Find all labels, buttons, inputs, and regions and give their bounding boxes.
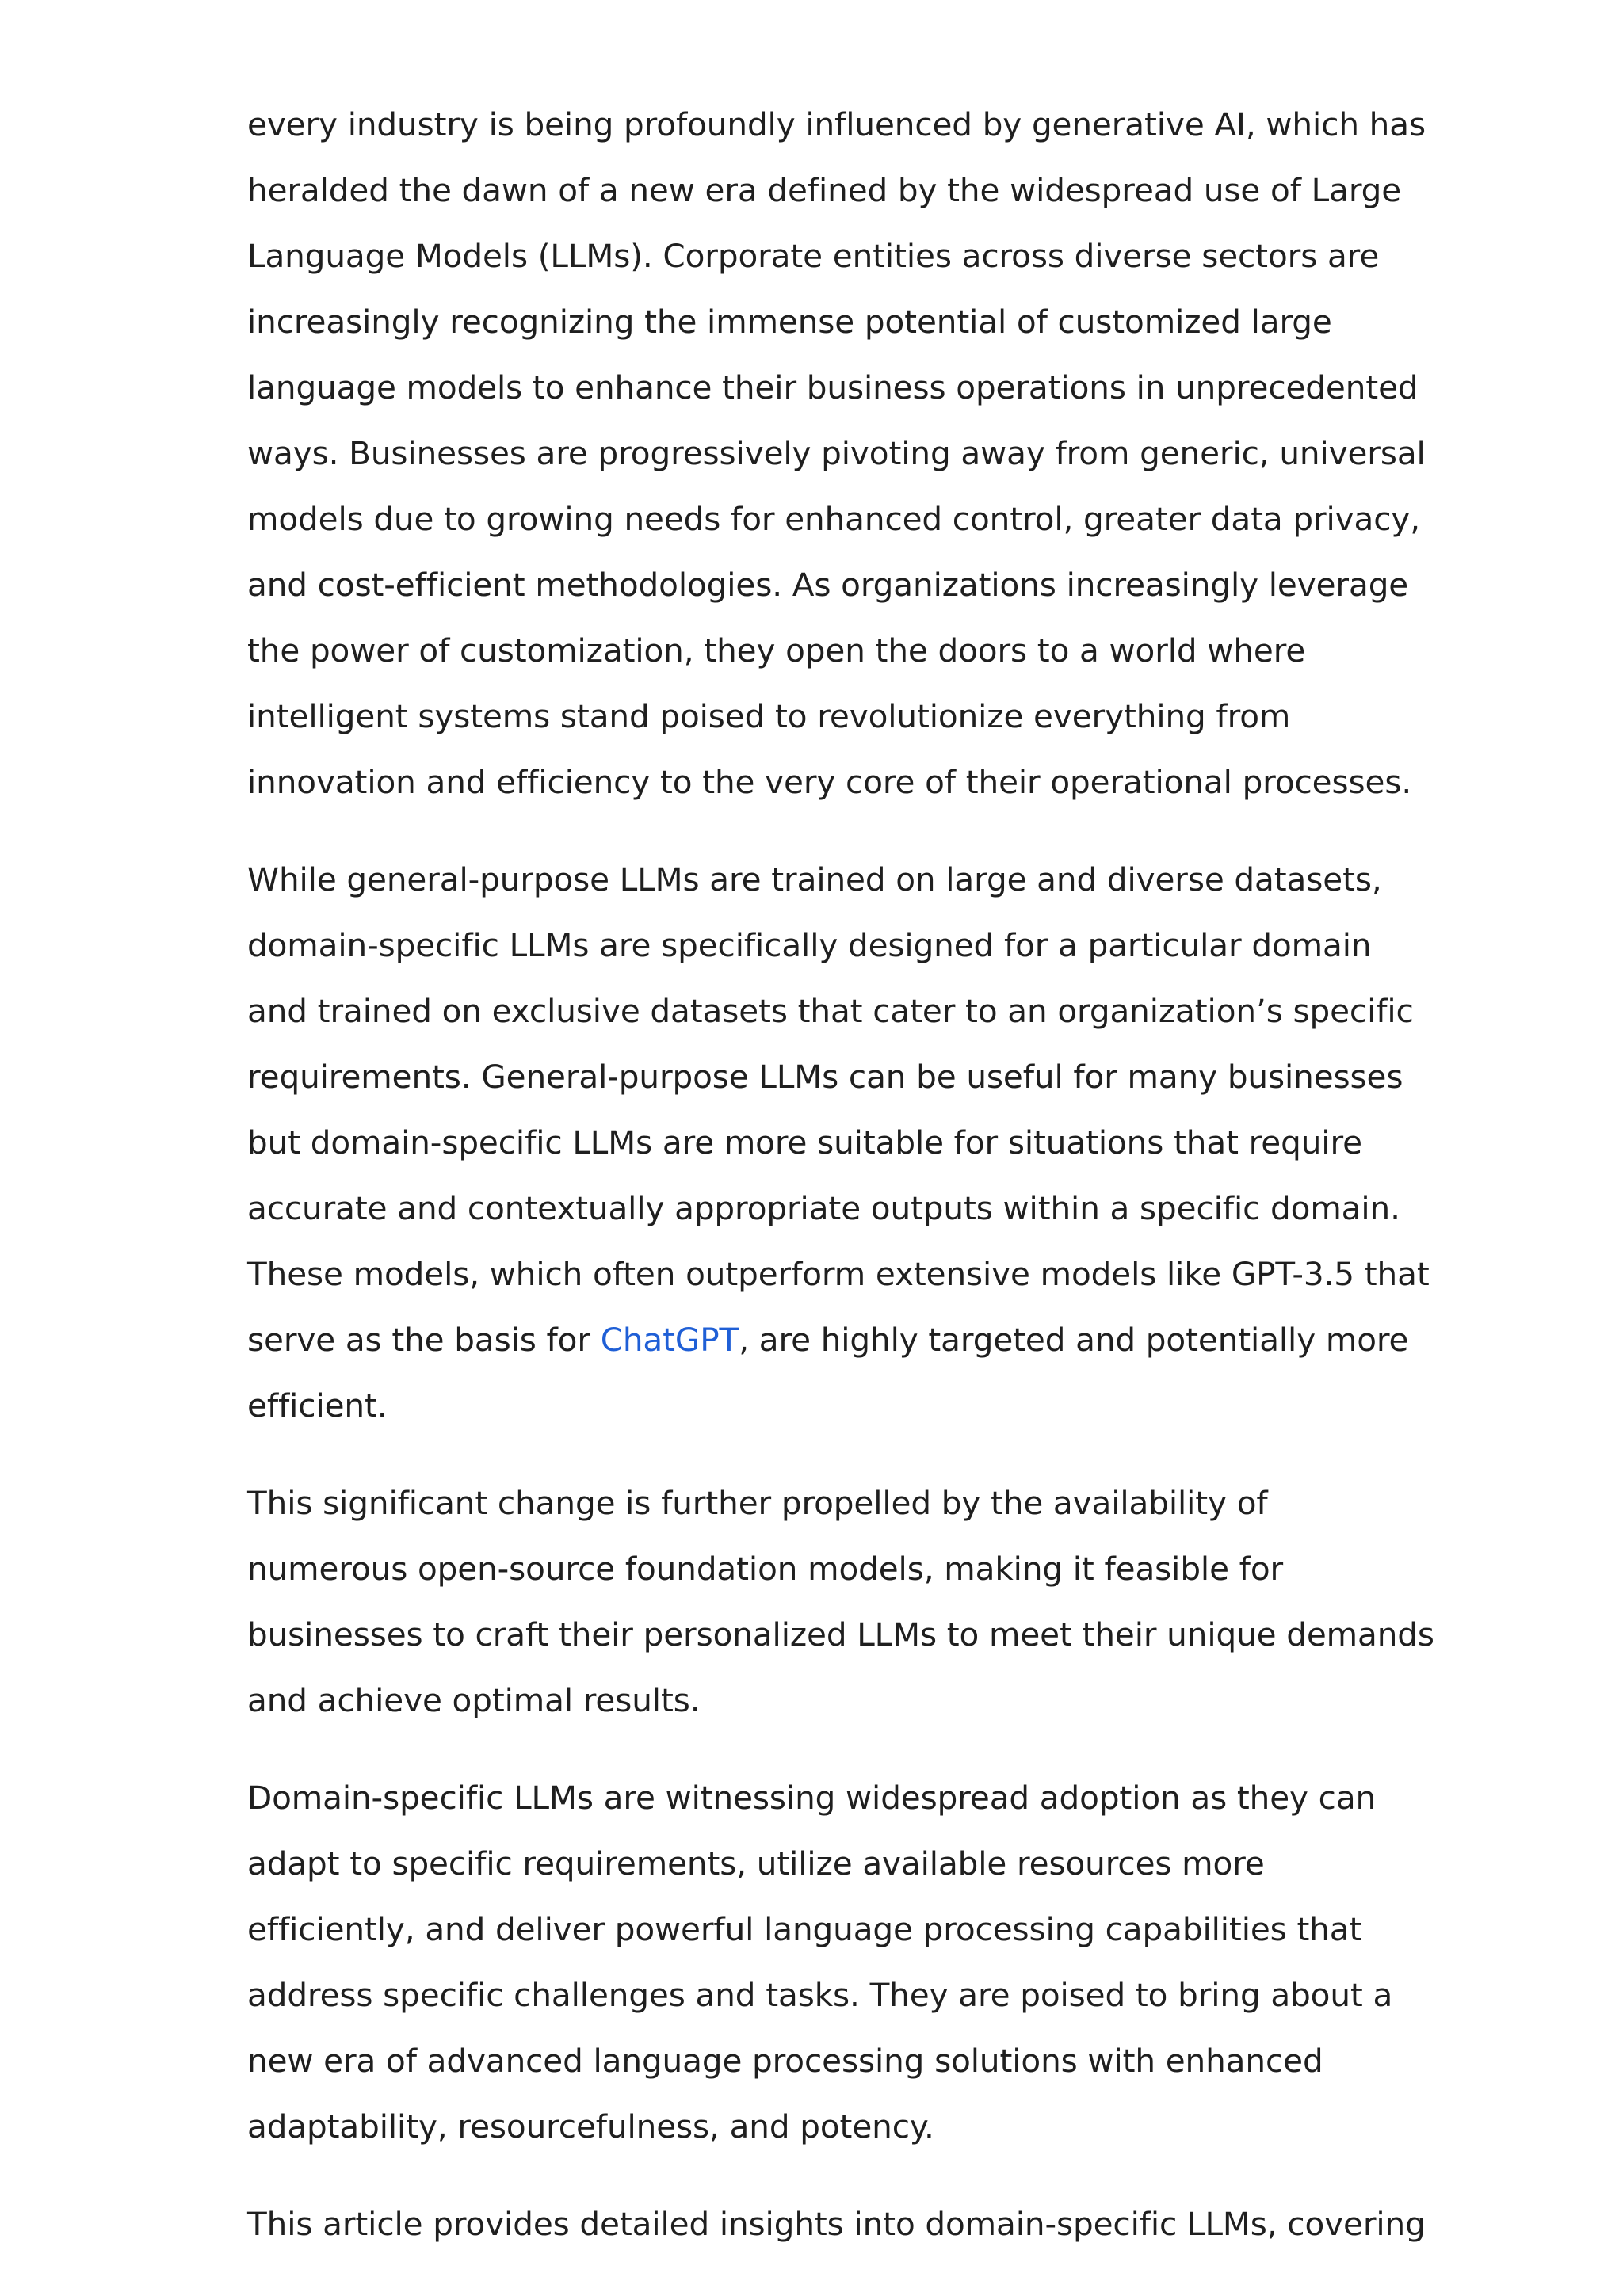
paragraph-open-source: This significant change is further propelled by the availability of numerous open-source foundation models, making it feasible for businesses to craft their personalized LLMs to meet their unique demands and achieve optimal results.: [247, 1484, 1434, 1719]
paragraph-domain-specific: [247, 847, 1436, 1439]
chatgpt-link[interactable]: ChatGPT: [600, 1321, 739, 1359]
paragraph-article-overview: This article provides detailed insights into domain-specific LLMs, covering: [247, 2205, 1426, 2243]
paragraph-adoption: Domain-specific LLMs are witnessing widespread adoption as they can adapt to specific requirements, utilize available resources more efficiently, and deliver powerful language processing capabilities that address specific challenges and tasks. They are poised to bring about a new era of advanced language processing solutions with enhanced adaptability, resourcefulness, and potency.: [247, 1779, 1393, 2145]
paragraph-intro: every industry is being profoundly influenced by generative AI, which has heralded the dawn of a new era defined by the widespread use of Large Language Models (LLMs). Corporate entities across diverse sectors are increasingly recognizing the immense potential of customized large language models to enhance their business operations in unprecedented ways. Businesses are progressively pivoting away from generic, universal models due to growing needs for enhanced control, greater data privacy, and cost-efficient methodologies. As organizations increasingly leverage the power of customization, they open the doors to a world where intelligent systems stand poised to revolutionize everything from innovation and efficiency to the very core of their operational processes.: [247, 105, 1426, 801]
paragraph-text-before-link: While general-purpose LLMs are trained on large and diverse datasets, domain-specific LLMs are specifically designed for a particular domain and trained on exclusive datasets that cater to an organization’s specific requirements. General-purpose LLMs can be useful for many businesses but domain-specific LLMs are more suitable for situations that require accurate and contextually appropriate outputs within a specific domain. These models, which often outperform extensive models like GPT-3.5 that serve as the basis for: [247, 860, 1430, 1359]
article-body: [247, 92, 1436, 2289]
paragraph-text-after-link: , are highly targeted and potentially more efficient.: [247, 1321, 1409, 1425]
